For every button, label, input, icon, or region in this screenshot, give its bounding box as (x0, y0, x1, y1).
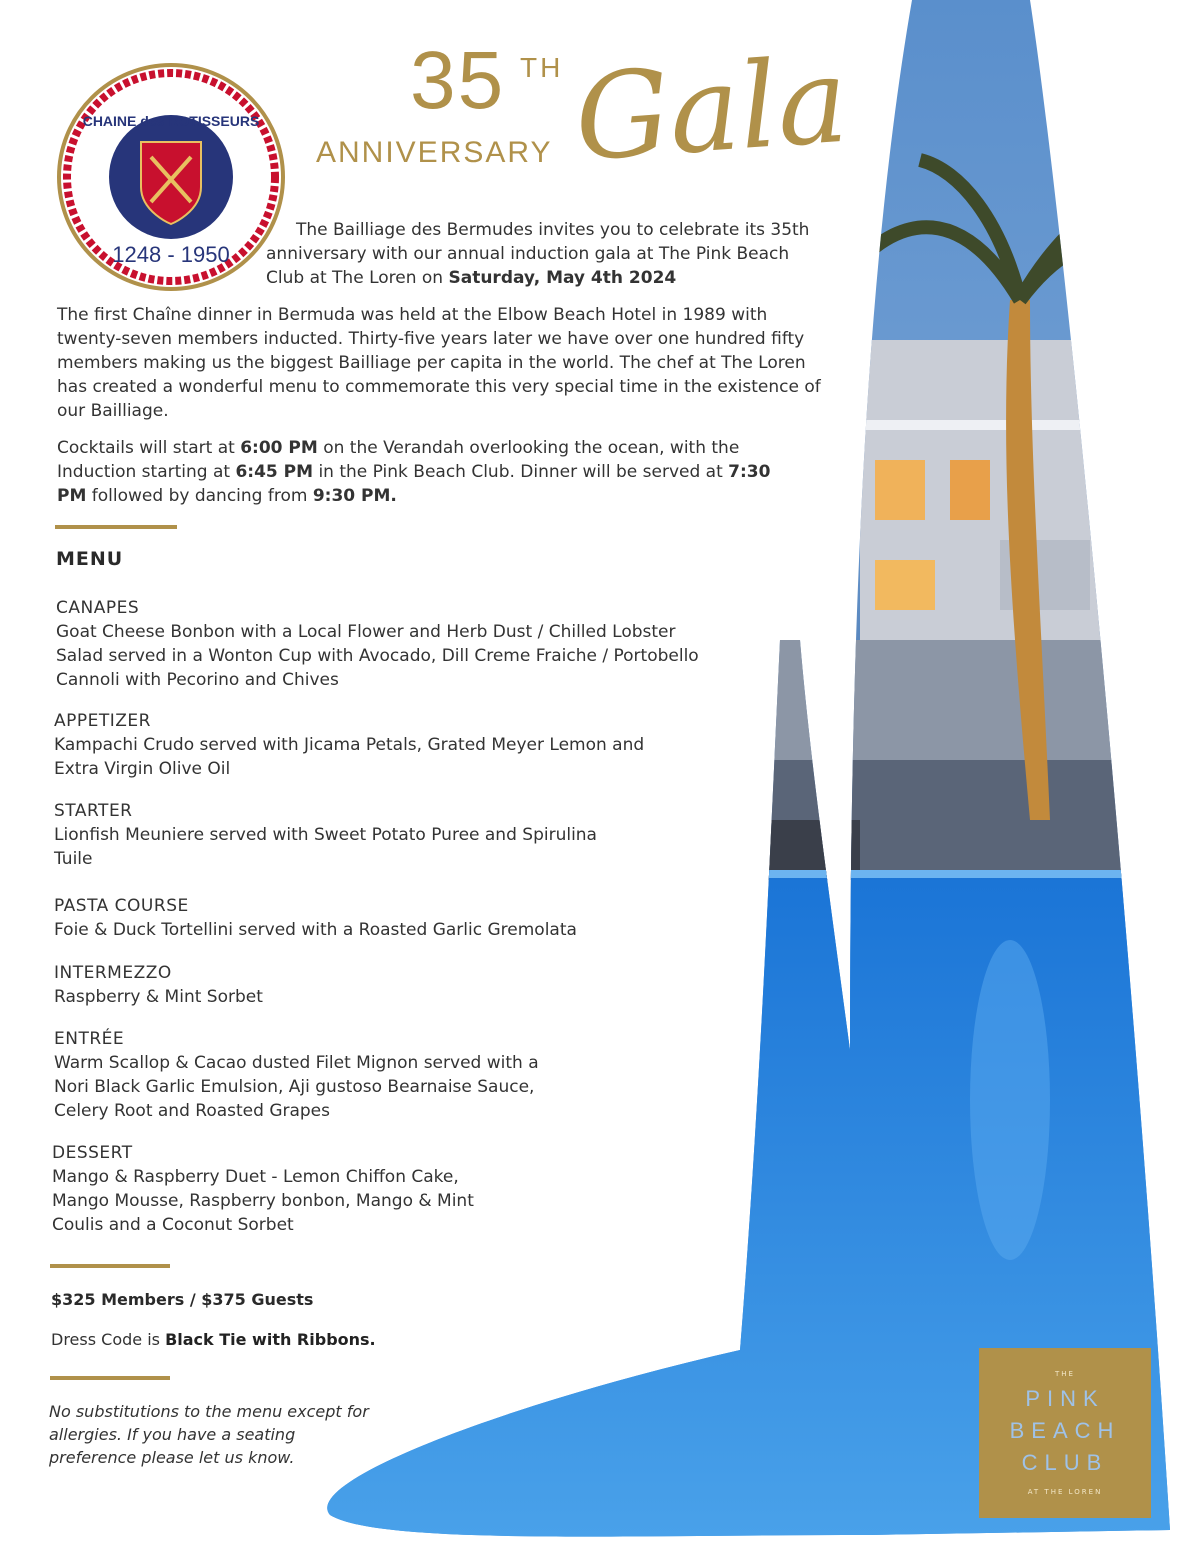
menu-course (56, 596, 706, 692)
schedule-text-3: in the Pink Beach Club. Dinner will be served at (313, 462, 729, 482)
dress-code-prefix: Dress Code is (51, 1330, 166, 1349)
history-paragraph (57, 303, 827, 423)
logo-bottom: AT THE LOREN (1027, 1488, 1103, 1496)
course-description: Warm Scallop & Cacao dusted Filet Mignon served with a Nori Black Garlic Emulsion, Aji gustoso Bearnaise Sauce, Celery Root and Roasted Grapes (54, 1053, 539, 1121)
dress-code (51, 1330, 376, 1349)
dancing-time: 9:30 PM. (312, 486, 397, 506)
course-name: CANAPES (56, 598, 140, 618)
cocktails-time: 6:00 PM (240, 438, 318, 458)
schedule-text-2: on the Verandah overlooking the ocean, with the Induction starting at (57, 438, 740, 482)
schedule-text-1: Cocktails will start at (57, 438, 241, 458)
dinner-time: 7:30 PM (57, 462, 771, 506)
logo-line-1: PINK (1025, 1386, 1105, 1411)
course-description: Kampachi Crudo served with Jicama Petals, Grated Meyer Lemon and Extra Virgin Olive Oil (54, 735, 645, 779)
course-name: PASTA COURSE (54, 896, 189, 916)
menu-course (54, 894, 654, 942)
course-name: DESSERT (52, 1143, 133, 1163)
header-number: 35 (410, 35, 506, 126)
header-superscript: TH (520, 52, 564, 83)
induction-time: 6:45 PM (235, 462, 314, 482)
divider-bottom (50, 1376, 170, 1380)
divider-middle (50, 1264, 170, 1268)
logo-top: THE (1055, 1370, 1075, 1378)
substitution-note: No substitutions to the menu except for allergies. If you have a seating preference please let us know. (49, 1402, 369, 1467)
pink-beach-club-logo (979, 1348, 1151, 1518)
course-name: STARTER (54, 801, 133, 821)
seal-top-text: CHAINE des ROTISSEURS (82, 113, 260, 129)
dress-code-value: Black Tie with Ribbons. (165, 1330, 376, 1349)
header-anniversary: ANNIVERSARY (316, 136, 553, 169)
schedule-paragraph (57, 436, 787, 508)
intro-paragraph (266, 218, 826, 290)
course-description: Raspberry & Mint Sorbet (54, 987, 263, 1007)
course-name: INTERMEZZO (54, 963, 172, 983)
menu-course (54, 1027, 554, 1123)
course-description: Goat Cheese Bonbon with a Local Flower and Herb Dust / Chilled Lobster Salad served in a Wonton Cup with Avocado, Dill Creme Fraiche / Portobello Cannoli with Pecorino and Chives (56, 622, 699, 690)
history-text: The first Chaîne dinner in Bermuda was held at the Elbow Beach Hotel in 1989 with twenty-seven members inducted. Thirty-five years later we have over one hundred fifty members making us the biggest Bailliage per capita in the world. The chef at The Loren has created a wonderful menu to commemorate this very special time in the existence of our Bailliage. (57, 305, 821, 421)
course-description: Lionfish Meuniere served with Sweet Potato Puree and Spirulina Tuile (54, 825, 597, 869)
menu-course (54, 961, 554, 1009)
course-description: Foie & Duck Tortellini served with a Roasted Garlic Gremolata (54, 920, 577, 940)
menu-title: MENU (56, 548, 124, 570)
header-script-word: Gala (570, 30, 853, 188)
chaine-seal (56, 62, 286, 292)
intro-date: Saturday, May 4th 2024 (448, 268, 677, 288)
price-line: $325 Members / $375 Guests (51, 1290, 314, 1309)
logo-line-2: BEACH (1009, 1418, 1121, 1443)
course-name: APPETIZER (54, 711, 151, 731)
seal-years: 1248 - 1950 (112, 242, 230, 267)
logo-line-3: CLUB (1021, 1450, 1109, 1475)
menu-course (52, 1141, 492, 1237)
menu-course (54, 799, 614, 871)
course-name: ENTRÉE (54, 1029, 125, 1049)
schedule-text-4: followed by dancing from (86, 486, 313, 506)
course-description: Mango & Raspberry Duet - Lemon Chiffon Cake, Mango Mousse, Raspberry bonbon, Mango & Mint Coulis and a Coconut Sorbet (52, 1167, 474, 1235)
divider-top (55, 525, 177, 529)
menu-course (54, 709, 674, 781)
intro-text: The Bailliage des Bermudes invites you to celebrate its 35th anniversary with our annual induction gala at The Pink Beach Club at The Loren on (266, 220, 810, 288)
